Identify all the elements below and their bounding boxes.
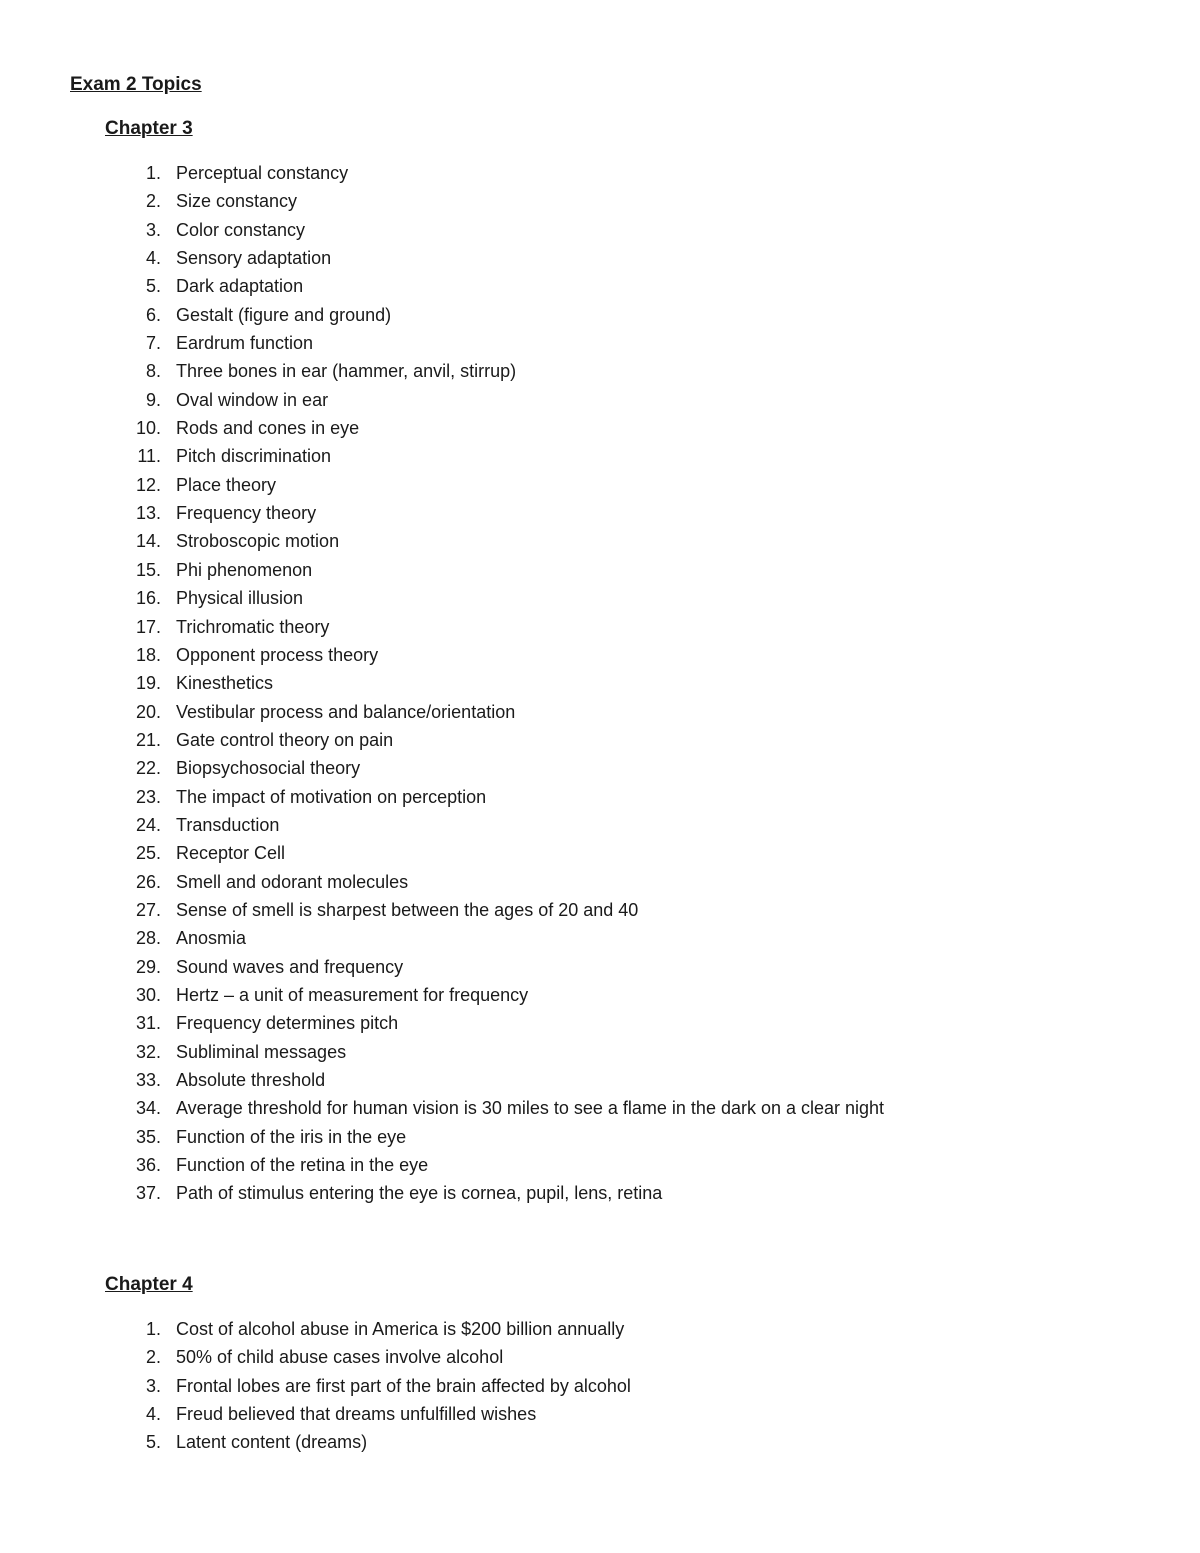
list-item-number: 4. (145, 248, 161, 269)
list-item-text: Cost of alcohol abuse in America is $200 billion annually (176, 1319, 625, 1339)
list-item-text: Trichromatic theory (176, 616, 330, 637)
list-item-text: Place theory (176, 474, 277, 495)
list-item-text: Sensory adaptation (176, 248, 332, 269)
list-item-text: Transduction (176, 814, 280, 835)
list-item-text: Frontal lobes are first part of the brain affected by alcohol (176, 1375, 631, 1396)
list-item-number: 2. (145, 191, 161, 212)
list-item-number: 11. (137, 446, 161, 467)
list-item-text: Hertz – a unit of measurement for frequency (176, 984, 529, 1005)
list-item-number: 2. (145, 1347, 161, 1368)
list-item-number: 14. (135, 531, 161, 552)
list-item-number: 37. (135, 1183, 161, 1204)
list-item-text: The impact of motivation on perception (176, 786, 487, 807)
list-item-number: 26. (135, 871, 161, 892)
list-item-number: 35. (135, 1126, 161, 1147)
list-item-number: 17. (135, 616, 161, 637)
list-item-number: 18. (135, 644, 161, 665)
list-item-number: 27. (135, 899, 161, 920)
list-item-number: 15. (135, 559, 161, 580)
list-item-text: Stroboscopic motion (176, 531, 340, 552)
list-item-text: Pitch discrimination (176, 446, 332, 467)
list-item-number: 24. (135, 814, 161, 835)
list-item-text: Gestalt (figure and ground) (176, 304, 392, 325)
list-item-text: Phi phenomenon (176, 559, 313, 580)
list-item-text: Physical illusion (176, 588, 304, 609)
list-item-text: Average threshold for human vision is 30 miles to see a flame in the dark on a clear night (176, 1098, 885, 1119)
list-item-number: 13. (135, 503, 161, 524)
list-item-number: 19. (135, 673, 161, 694)
list-item-text: Anosmia (176, 928, 247, 949)
list-item-text: Smell and odorant molecules (176, 871, 409, 892)
list-item-text: 50% of child abuse cases involve alcohol (176, 1347, 504, 1368)
list-item-text: Rods and cones in eye (176, 418, 360, 439)
list-item-number: 3. (145, 219, 161, 240)
list-item-number: 33. (135, 1070, 161, 1090)
list-item-number: 29. (135, 956, 161, 977)
list-item-text: Path of stimulus entering the eye is cornea, pupil, lens, retina (176, 1183, 663, 1204)
list-item-text: Frequency theory (176, 503, 317, 524)
list-item-number: 5. (145, 276, 161, 297)
list-item-number: 8. (145, 361, 161, 382)
list-item-text: Vestibular process and balance/orientation (176, 701, 516, 722)
list-item-text: Sound waves and frequency (176, 956, 404, 977)
list-item-text: Gate control theory on pain (176, 729, 394, 750)
list-item-text: Sense of smell is sharpest between the ages of 20 and 40 (176, 899, 639, 920)
list-item-number: 16. (135, 588, 161, 609)
list-item-text: Function of the iris in the eye (176, 1126, 407, 1147)
list-item-text: Receptor Cell (176, 843, 286, 864)
list-item-number: 3. (145, 1375, 161, 1396)
list-item-text: Opponent process theory (176, 644, 379, 665)
list-item-text: Oval window in ear (176, 389, 329, 410)
list-item-text: Function of the retina in the eye (176, 1155, 429, 1176)
list-item-number: 23. (135, 786, 161, 807)
chapter-4-heading: Chapter 4 (105, 1274, 193, 1295)
list-item-text: Three bones in ear (hammer, anvil, stirrup) (176, 361, 517, 382)
list-item-number: 7. (145, 333, 161, 354)
list-item-number: 1. (145, 163, 161, 183)
list-item-number: 36. (135, 1155, 161, 1176)
list-item-number: 22. (135, 758, 161, 779)
list-item-number: 6. (145, 304, 161, 325)
list-item-number: 1. (145, 1319, 161, 1339)
list-item-text: Subliminal messages (176, 1041, 347, 1062)
chapter-3-heading: Chapter 3 (105, 118, 193, 139)
list-item-text: Absolute threshold (176, 1070, 326, 1090)
list-item-text: Frequency determines pitch (176, 1013, 399, 1034)
list-item-text: Perceptual constancy (176, 163, 349, 183)
list-item-number: 20. (135, 701, 161, 722)
list-item-number: 28. (135, 928, 161, 949)
list-item-number: 9. (145, 389, 161, 410)
list-item-number: 10. (135, 418, 161, 439)
list-item-text: Latent content (dreams) (176, 1432, 368, 1453)
list-item-text: Eardrum function (176, 333, 314, 354)
list-item-text: Freud believed that dreams unfulfilled wishes (176, 1404, 537, 1425)
list-item-number: 25. (135, 843, 161, 864)
list-item-number: 5. (145, 1432, 161, 1453)
list-item-number: 34. (135, 1098, 161, 1119)
list-item-text: Kinesthetics (176, 673, 274, 694)
document-title: Exam 2 Topics (70, 74, 202, 95)
list-item-number: 21. (135, 729, 161, 750)
list-item-text: Biopsychosocial theory (176, 758, 361, 779)
list-item-number: 31. (135, 1013, 161, 1034)
list-item-number: 4. (145, 1404, 161, 1425)
list-item-text: Color constancy (176, 219, 306, 240)
list-item-number: 32. (135, 1041, 161, 1062)
list-item-text: Dark adaptation (176, 276, 304, 297)
list-item-number: 12. (135, 474, 161, 495)
list-item-text: Size constancy (176, 191, 298, 212)
list-item-number: 30. (135, 984, 161, 1005)
